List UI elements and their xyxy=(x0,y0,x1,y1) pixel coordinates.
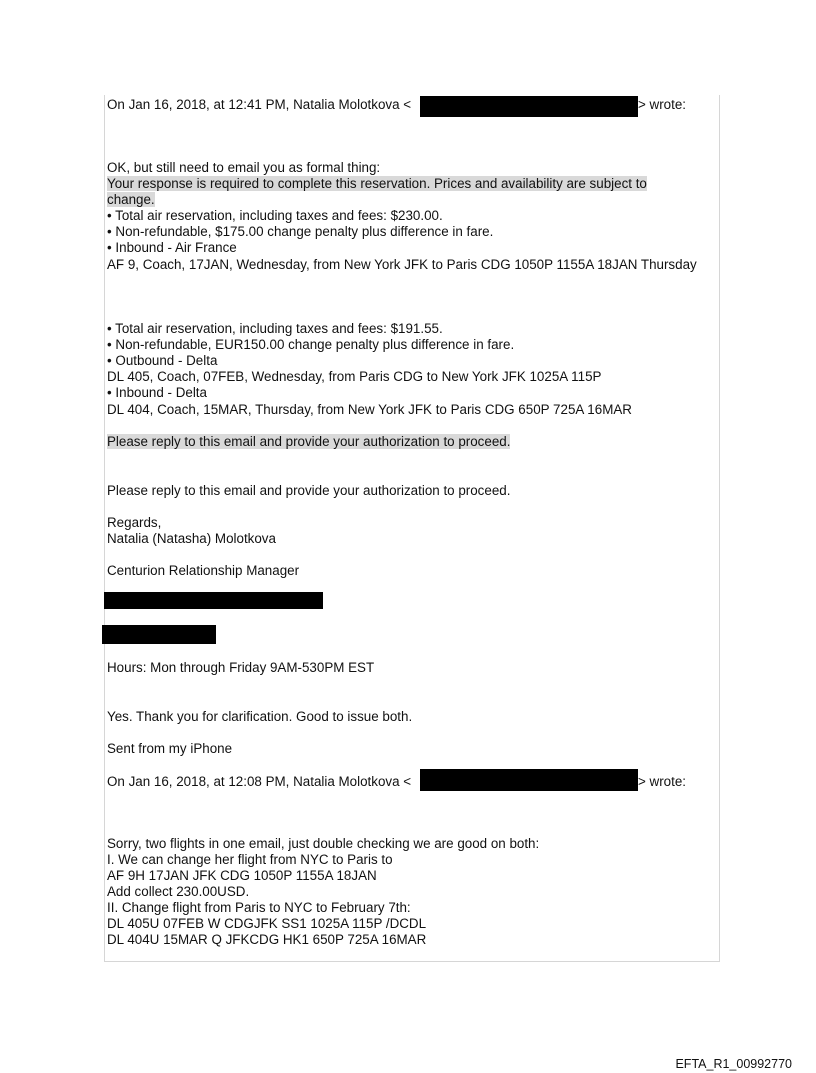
fare-line: • Non-refundable, $175.00 change penalty plus difference in fare. xyxy=(107,224,494,239)
fare-line: • Non-refundable, EUR150.00 change penalty plus difference in fare. xyxy=(107,337,515,352)
sent-from: Sent from my iPhone xyxy=(107,741,233,756)
email-header-1-prefix: On Jan 16, 2018, at 12:41 PM, Natalia Molotkova < xyxy=(107,97,412,112)
message2-line: DL 404U 15MAR Q JFKCDG HK1 650P 725A 16MAR xyxy=(107,932,427,947)
email-header-2-suffix: > wrote: xyxy=(638,774,687,789)
fare-line: • Inbound - Delta xyxy=(107,385,207,400)
redaction-email-1 xyxy=(420,96,638,117)
message2-line: DL 405U 07FEB W CDGJFK SS1 1025A 115P /DCDL xyxy=(107,916,427,931)
message2-line: Add collect 230.00USD. xyxy=(107,884,250,899)
message2-line: I. We can change her flight from NYC to Paris to xyxy=(107,852,393,867)
signature-title: Centurion Relationship Manager xyxy=(107,563,300,578)
fare-line: • Total air reservation, including taxes and fees: $191.55. xyxy=(107,321,443,336)
message2-line: Sorry, two flights in one email, just double checking we are good on both: xyxy=(107,836,540,851)
message2-line: II. Change flight from Paris to NYC to February 7th: xyxy=(107,900,411,915)
highlighted-notice: Your response is required to complete this reservation. Prices and availability are subject to change. xyxy=(107,176,647,207)
regards: Regards, xyxy=(107,515,162,530)
signature-name: Natalia (Natasha) Molotkova xyxy=(107,531,276,546)
reply-request-highlight: Please reply to this email and provide your authorization to proceed. xyxy=(107,434,511,449)
redaction-signature-1 xyxy=(104,592,323,609)
fare-line: • Outbound - Delta xyxy=(107,353,218,368)
redaction-signature-2 xyxy=(102,625,216,644)
message2-line: AF 9H 17JAN JFK CDG 1050P 1155A 18JAN xyxy=(107,868,377,883)
fare-line: • Total air reservation, including taxes and fees: $230.00. xyxy=(107,208,443,223)
reply-text: Yes. Thank you for clarification. Good to issue both. xyxy=(107,709,413,724)
flight-line: DL 404, Coach, 15MAR, Thursday, from New York JFK to Paris CDG 650P 725A 16MAR xyxy=(107,402,632,417)
flight-line: DL 405, Coach, 07FEB, Wednesday, from Paris CDG to New York JFK 1025A 115P xyxy=(107,369,602,384)
message-intro: OK, but still need to email you as formal thing: xyxy=(107,160,381,175)
document-id: EFTA_R1_00992770 xyxy=(675,1057,792,1071)
flight-af-line: AF 9, Coach, 17JAN, Wednesday, from New York JFK to Paris CDG 1050P 1155A 18JAN Thursday xyxy=(107,257,697,272)
hours: Hours: Mon through Friday 9AM-530PM EST xyxy=(107,660,375,675)
email-header-2-prefix: On Jan 16, 2018, at 12:08 PM, Natalia Molotkova < xyxy=(107,774,412,789)
fare-line: • Inbound - Air France xyxy=(107,240,237,255)
redaction-email-2 xyxy=(420,769,638,791)
email-header-1-suffix: > wrote: xyxy=(638,97,687,112)
reply-request: Please reply to this email and provide your authorization to proceed. xyxy=(107,483,511,498)
